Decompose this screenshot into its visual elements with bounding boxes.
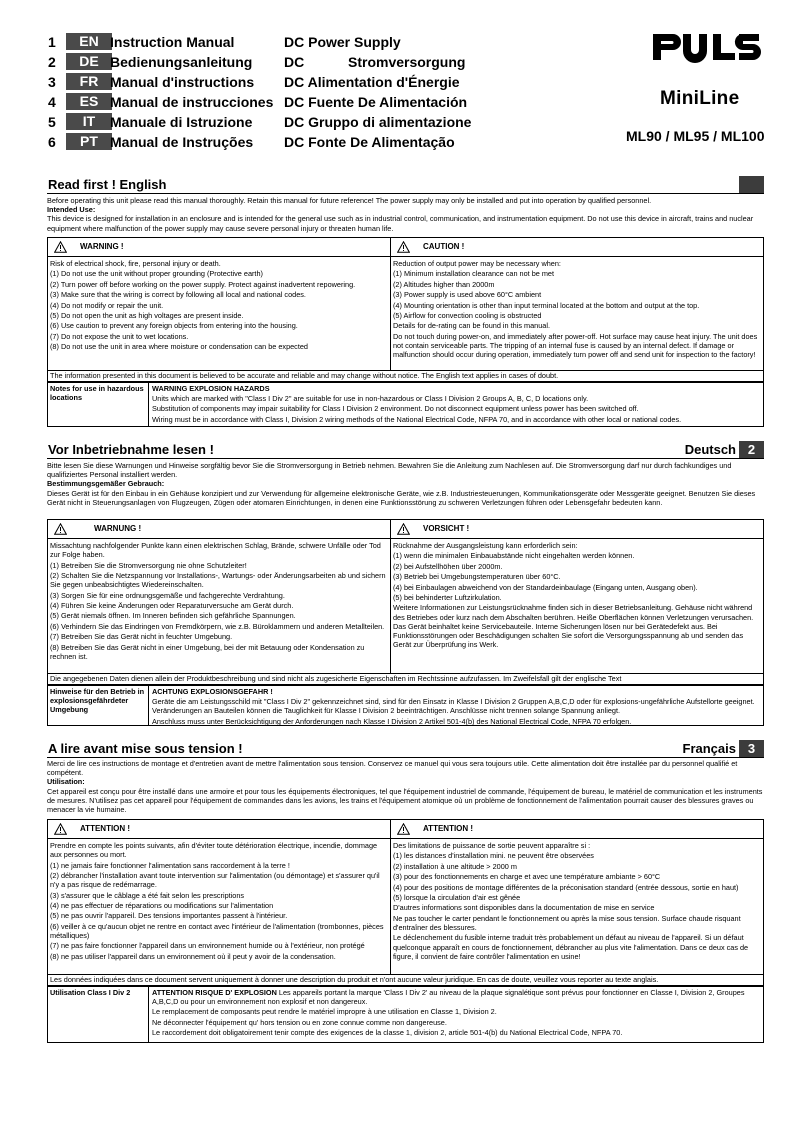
section-language-fr: Français: [682, 741, 736, 756]
caution-label: VORSICHT !: [423, 524, 470, 533]
list-item: (3) s'assurer que le câblage a été fait selon les prescriptions: [50, 890, 245, 900]
section-number-fr: 3: [739, 740, 764, 757]
list-item: (4) bei Einbaulagen abweichend von der Standardeinbaulage (Eingang unten, Ausgang oben).: [393, 582, 698, 592]
manual-title: Manual de Instruções: [110, 134, 254, 150]
warning-label: WARNING !: [80, 242, 124, 251]
list-item: (1) wenn die minimalen Einbauabstände nicht eingehalten werden können.: [393, 551, 635, 561]
list-item: (6) veiller à ce qu'aucun objet ne rentre en contact avec l'intérieur de l'alimentation (trombonnes, pièces métalliques): [50, 921, 384, 940]
list-item: Substitution of components may impair suitability for Class I Division 2 environment. Do not disconnect equipment unless power has been switched off.: [152, 404, 639, 414]
list-item: (4) Mounting orientation is other than input terminal located at the bottom and output at the top.: [393, 300, 700, 310]
list-item: (6) Verhindern Sie das Eindringen von Fremdkörpern, wie z.B. Büroklammern und anderen Metallteilen.: [50, 621, 385, 631]
list-item: Risk of electrical shock, fire, personal injury or death.: [50, 259, 221, 268]
product-name: DC Fuente De Alimentación: [284, 94, 468, 110]
warning-list: [50, 541, 388, 661]
list-item: (3) Sorgen Sie für eine ordnungsgemäße und fachgerechte Verdrahtung.: [50, 590, 285, 600]
section-rule: [47, 458, 764, 459]
intended-use-text: Dieses Gerät ist für den Einbau in ein Gehäuse konzipiert und zur Verwendung für allgemeine elektronische Geräte, wie z.B. Industriesteuerungen, Kommunikationsgeräte oder Messgeräte geeignet. Benutzen Sie dieses Gerät nicht in Steuerungsanlagen von Flugzeugen, Zügen oder atomaren Einrichtungen, in denen eine Funktionsstörung zu schweren Verletzungen führen oder Lebensgefahr bedeuten kann.: [47, 488, 756, 507]
notes-label: Hinweise für den Betrieb in explosionsgefährdeter Umgebung: [48, 686, 149, 725]
language-number: 2: [48, 54, 56, 70]
list-item: Missachtung nachfolgender Punkte kann einen elektrischen Schlag, Brände, schwere Unfälle oder Tod zur Folge haben.: [50, 541, 381, 560]
language-number: 5: [48, 114, 56, 130]
warning-list: [50, 259, 388, 351]
fr-warning-caution-box: [47, 819, 764, 975]
list-item: Le déclenchement du fusible interne traduit très probablement un défaut au niveau de l'appareil. Si un défaut quelconque apparaît en cours de fonctionnement, débrancher au plus vite l'alimentation. Dans ce deux cas de figure, il convient de faire contrôler l'alimentation en usine!: [393, 933, 749, 961]
list-item: (7) ne pas faire fonctionner l'appareil dans un environnement humide ou à l'extérieur, non protégé: [50, 941, 365, 951]
list-item: Le remplacement de composants peut rendre le matériel impropre à une utilisation en Classe 1, Division 2.: [152, 1007, 497, 1017]
intended-use-text: This device is designed for installation in an enclosure and is intended for the general use such as in industrial control, communication, and instrumentation equipment. Do not use this device in aircraft, trains and nuclear equipment where malfunction of the power supply may cause severe personal injury or threaten human life.: [47, 214, 754, 233]
notes-title: ATTENTION RISQUE D' EXPLOSION: [152, 988, 277, 997]
list-item: (1) ne jamais faire fonctionner l'alimentation sans raccordement à la terre !: [50, 860, 290, 870]
list-item: (4) Führen Sie keine Änderungen oder Reparaturversuche am Gerät durch.: [50, 600, 294, 610]
section-rule: [47, 193, 764, 194]
list-item: (4) Do not modify or repair the unit.: [50, 300, 164, 310]
section-language-de: Deutsch: [684, 442, 736, 457]
list-item: (2) Schalten Sie die Netzspannung vor Installations-, Wartungs- oder Änderungsarbeiten ab und sichern Sie gegen unbeabsichtigtes Wiedereinschalten.: [50, 570, 386, 590]
list-item: Ne pas toucher le carter pendant le fonctionnement ou après la mise sous tension. Surface chaude risquant d'entraîner des blessures.: [393, 913, 741, 932]
list-item: (5) lorsque la circulation d'air est gênée: [393, 892, 521, 902]
list-item: Geräte die am Leistungsschild mit "Class I Div 2" gekennzeichnet sind, sind für den Einsatz in Klasse I Division 2 Gruppen A,B,C,D oder für explosions-ungefährliche Aufstellorte geeignet. Veränderungen an Bauteilen können die Tauglichkeit für Klasse I Division 2 beeinträchtigen. Anschlüsse nicht trennen solange Spannung anliegt.: [152, 697, 755, 716]
section-rule: [47, 757, 764, 758]
manual-title: Manuale di Istruzione: [110, 114, 253, 130]
caution-column: [391, 520, 763, 673]
caution-triangle-icon: [397, 523, 410, 535]
list-item: (1) les distances d'installation mini. ne peuvent être observées: [393, 851, 594, 861]
caution-triangle-icon: [397, 823, 410, 835]
language-code-badge: EN: [66, 33, 112, 50]
section-number-de: 2: [739, 441, 764, 458]
en-footer: The information presented in this document is believed to be accurate and reliable and may change without notice. The English text applies in cases of doubt.: [47, 371, 764, 382]
list-item: Weitere Informationen zur Leistungsrücknahme finden sich in dieser Betriebsanleitung. Gehäuse nicht während des Betriebes oder kurz nach dem Abschalten berühren. Heiße Oberflächen können Verletzungen verursachen. Das Gerät beinhaltet keine Servicebauteile. Interne Sicherungen lösen nur bei Gerätedefekt aus. Bei Funktionsstörungen oder Beschädigungen schalten Sie sofort die Versorgungsspannung ab und senden das Gerät zur Überprüfung ins Werk.: [393, 603, 754, 650]
caution-triangle-icon: [397, 241, 410, 253]
list-item: (2) installation à une altitude > 2000 m: [393, 861, 517, 871]
caution-column: [391, 820, 763, 974]
model-numbers: ML90 / ML95 / ML100: [626, 128, 765, 144]
intended-use-text: Cet appareil est conçu pour être installé dans une armoire et pour tous les équipements électroniques, tel que l'équipement industriel de commande, l'équipement de bureau, le matériel de communication et les instruments de mesures. N'utilisez pas cet appareil pour l'équipement de commandes dans les avions, les trains et l'équipement atomique où un problème de fonctionnement de l'alimentation pourrait causer des blessures graves ou menacer la vie humaine.: [47, 786, 763, 815]
intended-use-label: Intended Use:: [47, 205, 96, 215]
list-item: (5) Airflow for convection cooling is obstructed: [393, 310, 542, 320]
list-item: (1) Betreiben Sie die Stromversorgung nie ohne Schutzleiter!: [50, 560, 247, 570]
list-item: (8) Betreiben Sie das Gerät nicht in einer Umgebung, bei der mit Betauung oder Kondensation zu rechnen ist.: [50, 642, 365, 661]
list-item: (8) Do not use the unit in area where moisture or condensation can be expected: [50, 342, 308, 352]
caution-list: [393, 259, 761, 359]
list-item: (3) pour des fonctionnements en charge et avec une température ambiante > 60°C: [393, 872, 661, 882]
list-item: Des limitations de puissance de sortie peuvent apparaître si :: [393, 841, 591, 850]
language-code-badge: IT: [66, 113, 112, 130]
notes-list: [152, 394, 760, 424]
warning-list: [50, 841, 388, 961]
list-item: Le raccordement doit obligatoirement tenir compte des exigences de la classe 1, division 2, article 501-4(b) du National Electrical Code, NFPA 70.: [152, 1027, 623, 1037]
list-item: Prendre en compte les points suivants, afin d'éviter toute détérioration électrique, incendie, dommage aux personnes ou mort.: [50, 841, 378, 860]
product-name-2: Stromversorgung: [348, 54, 466, 70]
intro-text: Merci de lire ces instructions de montage et d'entretien avant de mettre l'alimentation sous tension. Conservez ce manuel qui vous sera toujours utile. Cette alimentation doit être installée par du personnel qualifié et compétent.: [47, 759, 738, 778]
notes-title: WARNING EXPLOSION HAZARDS: [152, 384, 270, 393]
warning-column: [48, 238, 391, 370]
de-footer: Die angegebenen Daten dienen allein der Produktbeschreibung und sind nicht als zugesicherte Eigenschaften im Rechtssinne aufzufassen. Im Zweifelsfall gilt der englische Text: [47, 674, 764, 685]
list-item: D'autres informations sont disponibles dans la documentation de mise en service: [393, 903, 655, 913]
caution-list: [393, 541, 761, 649]
caution-list: [393, 841, 761, 961]
language-code-badge: ES: [66, 93, 112, 110]
caution-label: CAUTION !: [423, 242, 465, 251]
product-name: DC Alimentation d'Énergie: [284, 74, 460, 90]
de-intro-block: [47, 461, 764, 507]
fr-hazard-notes: [47, 986, 764, 1043]
intro-text: Bitte lesen Sie diese Warnungen und Hinweise sorgfältig bevor Sie die Stromversorgung in Betrieb nehmen. Bewahren Sie die Anleitung zum Nachlesen auf. Die Stromversorgung darf nur durch fachkundiges und qualifiziertes Personal installiert werden.: [47, 461, 732, 480]
notes-title: ACHTUNG EXPLOSIONSGEFAHR !: [152, 687, 273, 696]
de-hazard-notes: [47, 685, 764, 726]
manual-title: Bedienungsanleitung: [110, 54, 253, 70]
notes-label: Notes for use in hazardous locations: [48, 383, 149, 426]
list-item: (4) ne pas effectuer de réparations ou modifications sur l'alimentation: [50, 900, 274, 910]
list-item: (2) Turn power off before working on the power supply. Protect against inadvertent repowering.: [50, 279, 356, 289]
product-name: DC Fonte De Alimentação: [284, 134, 455, 150]
fr-intro-block: [47, 759, 764, 814]
section-title-en: Read first ! English: [48, 177, 167, 192]
list-item: (2) bei Aufstellhöhen über 2000m.: [393, 561, 503, 571]
notes-list: [152, 1007, 760, 1037]
language-code-badge: FR: [66, 73, 112, 90]
language-number: 4: [48, 94, 56, 110]
language-code-badge: PT: [66, 133, 112, 150]
puls-logo: [651, 30, 761, 64]
section-title-de: Vor Inbetriebnahme lesen !: [48, 442, 214, 457]
language-number: 6: [48, 134, 56, 150]
fr-footer: Les données indiquées dans ce document servent uniquement à donner une description du produit et n'ont aucune valeur juridique. En cas de doute, veuillez vous reporter au texte anglais.: [47, 975, 764, 986]
section-title-fr: A lire avant mise sous tension !: [48, 741, 243, 756]
notes-label: Utilisation Class I Div 2: [48, 987, 149, 1042]
en-warning-caution-box: [47, 237, 764, 371]
list-item: (7) Do not expose the unit to wet locations.: [50, 331, 189, 341]
language-number: 3: [48, 74, 56, 90]
list-item: (8) ne pas utiliser l'appareil dans un environnement où il peut y avoir de la condensation.: [50, 951, 336, 961]
language-code-badge: DE: [66, 53, 112, 70]
list-item: (1) Do not use the unit without proper grounding (Protective earth): [50, 269, 263, 279]
intended-use-label: Bestimmungsgemäßer Gebrauch:: [47, 479, 165, 489]
warning-triangle-icon: [54, 523, 67, 535]
manual-title: Instruction Manual: [110, 34, 235, 50]
list-item: (7) Betreiben Sie das Gerät nicht in feuchter Umgebung.: [50, 632, 233, 642]
language-number: 1: [48, 34, 56, 50]
list-item: (5) Gerät niemals öffnen. Im Inneren befinden sich gefährliche Spannungen.: [50, 611, 296, 621]
list-item: (6) Use caution to prevent any foreign objects from entering into the housing.: [50, 321, 298, 331]
manual-title: Manual d'instructions: [110, 74, 255, 90]
intended-use-label: Utilisation:: [47, 777, 85, 787]
product-name: DC Gruppo di alimentazione: [284, 114, 472, 130]
list-item: (3) Make sure that the wiring is correct by following all local and national codes.: [50, 290, 306, 300]
manual-title: Manual de instrucciones: [110, 94, 274, 110]
caution-column: [391, 238, 763, 370]
warning-label: WARNUNG !: [94, 524, 142, 533]
warning-triangle-icon: [54, 823, 67, 835]
list-item: (4) pour des positions de montage différentes de la préconisation standard (entrée dessous, sortie en haut): [393, 882, 739, 892]
list-item: (2) débrancher l'installation avant toute intervention sur l'alimentation (ou démontage) et s'assurer qu'il n'y a pas risque de redémarrage.: [50, 870, 380, 890]
warning-label: ATTENTION !: [80, 824, 131, 833]
list-item: (5) bei behinderter Luftzirkulation.: [393, 592, 502, 602]
list-item: Reduction of output power may be necessary when:: [393, 259, 561, 268]
product-name: DC: [284, 54, 305, 70]
list-item: Details for de-rating can be found in this manual.: [393, 321, 550, 331]
caution-label: ATTENTION !: [423, 824, 474, 833]
en-hazard-notes: [47, 382, 764, 427]
list-item: (5) ne pas ouvrir l'appareil. Des tensions importantes passent à l'intérieur.: [50, 911, 288, 921]
list-item: Units which are marked with "Class I Div 2" are suitable for use in non-hazardous or Class I Division 2 Groups A, B, C, D locations only.: [152, 394, 589, 404]
list-item: (5) Do not open the unit as high voltages are present inside.: [50, 310, 244, 320]
notes-title-rest: Les appareils portant la marque 'Class I Div 2' au niveau de la plaque signalétique sont prévus pour fonctionner en Classe I, Division 2, Groupes A,B,C,D ou pour un environnement non explosif et non dangereux.: [152, 988, 745, 1007]
section-marker-en: [739, 176, 764, 193]
brand-name: MiniLine: [660, 88, 740, 109]
en-intro-block: [47, 196, 764, 233]
de-warning-caution-box: [47, 519, 764, 674]
list-item: Rücknahme der Ausgangsleistung kann erforderlich sein:: [393, 541, 578, 550]
product-name: DC Power Supply: [284, 34, 401, 50]
list-item: Ne déconnecter l'équipement qu' hors tension ou en zone connue comme non dangereuse.: [152, 1017, 447, 1027]
intro-text: Before operating this unit please read this manual thoroughly. Retain this manual for future reference! The power supply may only be installed and put into operation by qualified personnel.: [47, 196, 652, 205]
notes-list: [152, 697, 760, 726]
warning-column: [48, 820, 391, 974]
list-item: Anschluss muss unter Berücksichtigung der Anforderungen nach Klasse I Division 2 Artikel 501-4(b) des National Electrical Code, NFPA 70 erfolgen.: [152, 716, 632, 726]
list-item: Do not touch during power-on, and immediately after power-off. Hot surface may cause heat injury. The unit does not contain serviceable parts. The tripping of an internal fuse is caused by an internal defect. If damage or malfunction should occur during operation, immediately turn power off and send unit for inspection to the factory!: [393, 331, 758, 360]
list-item: (1) Minimum installation clearance can not be met: [393, 269, 555, 279]
list-item: (3) Power supply is used above 60°C ambient: [393, 290, 542, 300]
list-item: Wiring must be in accordance with Class I, Division 2 wiring methods of the National Electrical Code, NFPA 70, and in accordance with other local or national codes.: [152, 414, 682, 424]
list-item: (2) Altitudes higher than 2000m: [393, 279, 495, 289]
warning-column: [48, 520, 391, 673]
list-item: (3) Betrieb bei Umgebungstemperaturen über 60°C.: [393, 572, 561, 582]
warning-triangle-icon: [54, 241, 67, 253]
